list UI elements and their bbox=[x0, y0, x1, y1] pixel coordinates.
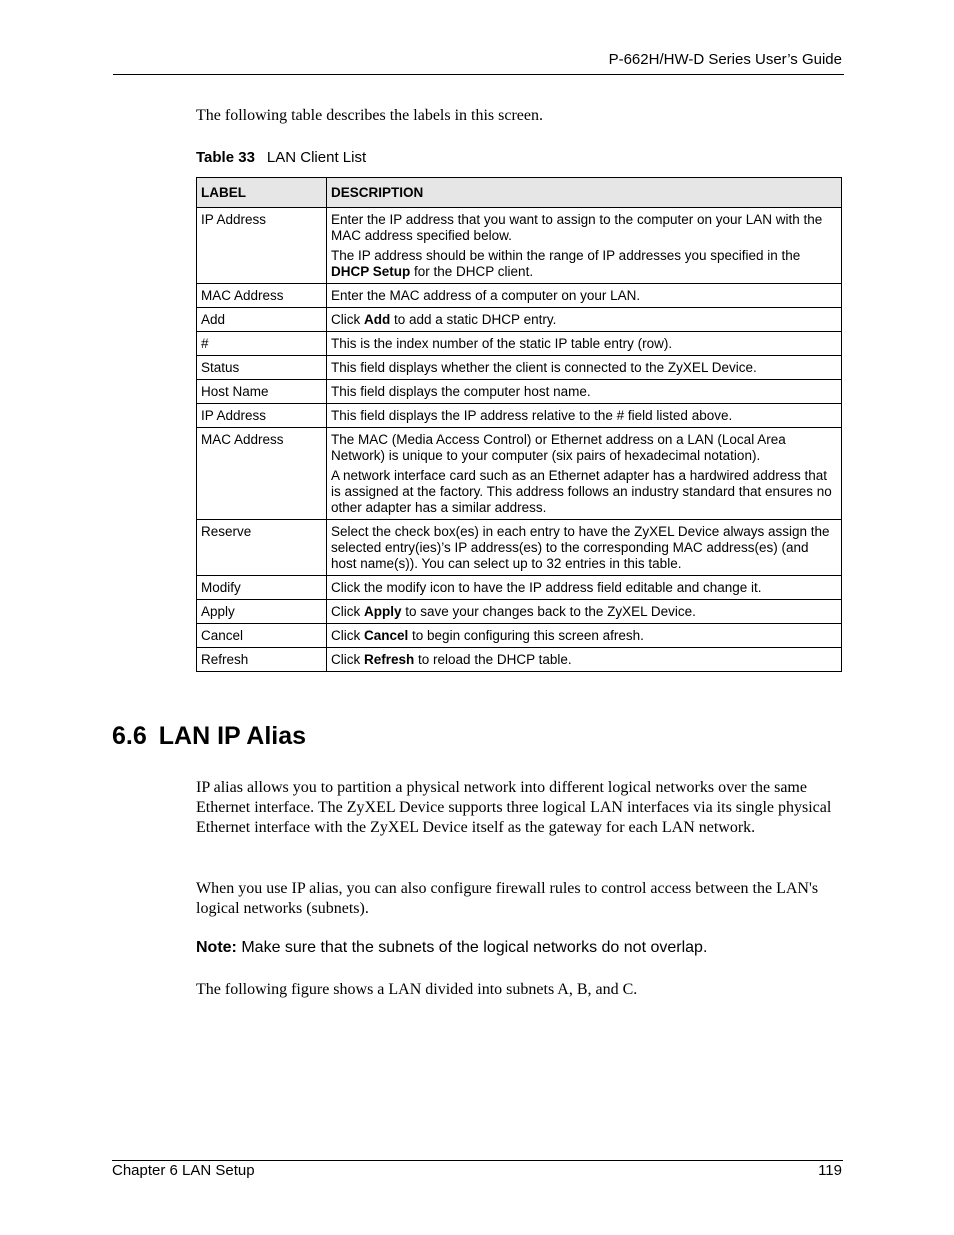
row-label: IP Address bbox=[197, 404, 327, 428]
running-header: P-662H/HW-D Series User’s Guide bbox=[608, 51, 842, 68]
row-description: Enter the MAC address of a computer on your LAN. bbox=[327, 284, 842, 308]
row-label: Refresh bbox=[197, 648, 327, 672]
table-title: LAN Client List bbox=[266, 149, 367, 166]
row-description bbox=[327, 600, 842, 624]
header-description: DESCRIPTION bbox=[327, 178, 842, 208]
table-caption bbox=[196, 149, 366, 166]
table-row bbox=[197, 576, 842, 600]
bold-term: DHCP Setup bbox=[331, 264, 411, 279]
body-paragraph: The following figure shows a LAN divided into subnets A, B, and C. bbox=[196, 981, 638, 998]
row-label: IP Address bbox=[197, 208, 327, 284]
table-row bbox=[197, 380, 842, 404]
description-paragraph bbox=[331, 248, 837, 280]
body-paragraph: When you use IP alias, you can also configure firewall rules to control access between the LAN's logical networks (subnets). bbox=[196, 880, 819, 917]
note bbox=[196, 939, 707, 957]
row-description: Select the check box(es) in each entry to have the ZyXEL Device always assign the selected entry(ies)’s IP address(es) to the corresponding MAC address(es) (and host name(s)). You can select up to 32 entries in this table. bbox=[327, 520, 842, 576]
row-label: Host Name bbox=[197, 380, 327, 404]
table-header-row bbox=[197, 178, 842, 208]
header-rule bbox=[113, 74, 844, 75]
row-label: Modify bbox=[197, 576, 327, 600]
row-label: Apply bbox=[197, 600, 327, 624]
table-row bbox=[197, 208, 842, 284]
row-description bbox=[327, 648, 842, 672]
row-label: Status bbox=[197, 356, 327, 380]
table-number: Table 33 bbox=[196, 149, 255, 166]
text-span: to add a static DHCP entry. bbox=[390, 312, 557, 327]
row-description bbox=[327, 308, 842, 332]
text-span: The IP address should be within the range of IP addresses you specified in the bbox=[331, 248, 801, 263]
note-label: Note: bbox=[196, 939, 237, 956]
bold-term: Refresh bbox=[364, 652, 415, 667]
row-description bbox=[327, 624, 842, 648]
table-row bbox=[197, 332, 842, 356]
row-description: This field displays whether the client is connected to the ZyXEL Device. bbox=[327, 356, 842, 380]
row-description: This field displays the IP address relative to the # field listed above. bbox=[327, 404, 842, 428]
table-row bbox=[197, 520, 842, 576]
row-description: This field displays the computer host name. bbox=[327, 380, 842, 404]
row-description: This is the index number of the static IP table entry (row). bbox=[327, 332, 842, 356]
body-paragraph: IP alias allows you to partition a physical network into different logical networks over the same Ethernet interface. The ZyXEL Device supports three logical LAN interfaces via its single physical Ethernet interface with the ZyXEL Device itself as the gateway for each LAN network. bbox=[196, 779, 832, 836]
table-row bbox=[197, 356, 842, 380]
row-label: Reserve bbox=[197, 520, 327, 576]
bold-term: Cancel bbox=[364, 628, 409, 643]
section-title: LAN IP Alias bbox=[158, 722, 307, 750]
row-label: MAC Address bbox=[197, 284, 327, 308]
description-paragraph: A network interface card such as an Ethernet adapter has a hardwired address that is assigned at the factory. This address follows an industry standard that ensures no other adapter has a similar address. bbox=[331, 468, 832, 515]
text-span: to save your changes back to the ZyXEL Device. bbox=[401, 604, 696, 619]
note-text: Make sure that the subnets of the logical networks do not overlap. bbox=[236, 939, 708, 956]
header-label: LABEL bbox=[197, 178, 327, 208]
section-heading bbox=[112, 722, 306, 751]
row-label: MAC Address bbox=[197, 428, 327, 520]
row-description bbox=[327, 208, 842, 284]
table-row bbox=[197, 648, 842, 672]
bold-term: Add bbox=[364, 312, 391, 327]
description-paragraph: Enter the IP address that you want to assign to the computer on your LAN with the MAC address specified below. bbox=[331, 212, 823, 243]
text-span: Click bbox=[331, 604, 364, 619]
lan-client-list-table bbox=[196, 177, 842, 672]
intro-text: The following table describes the labels in this screen. bbox=[196, 107, 544, 124]
section-number: 6.6 bbox=[112, 722, 147, 750]
text-span: Click bbox=[331, 652, 364, 667]
table-row bbox=[197, 600, 842, 624]
text-span: Click bbox=[331, 312, 364, 327]
text-span: for the DHCP client. bbox=[410, 264, 534, 279]
table-row bbox=[197, 284, 842, 308]
footer-rule bbox=[112, 1160, 843, 1161]
bold-term: Apply bbox=[364, 604, 402, 619]
row-description: Click the modify icon to have the IP address field editable and change it. bbox=[327, 576, 842, 600]
row-description bbox=[327, 428, 842, 520]
table-row bbox=[197, 404, 842, 428]
description-paragraph: The MAC (Media Access Control) or Ethernet address on a LAN (Local Area Network) is unique to your computer (six pairs of hexadecimal notation). bbox=[331, 432, 786, 463]
table-row bbox=[197, 428, 842, 520]
footer-chapter: Chapter 6 LAN Setup bbox=[112, 1162, 255, 1179]
text-span: to reload the DHCP table. bbox=[414, 652, 572, 667]
row-label: # bbox=[197, 332, 327, 356]
text-span: to begin configuring this screen afresh. bbox=[408, 628, 644, 643]
row-label: Add bbox=[197, 308, 327, 332]
row-label: Cancel bbox=[197, 624, 327, 648]
table-row bbox=[197, 624, 842, 648]
text-span: Click bbox=[331, 628, 364, 643]
page-number: 119 bbox=[818, 1162, 842, 1179]
table-row bbox=[197, 308, 842, 332]
